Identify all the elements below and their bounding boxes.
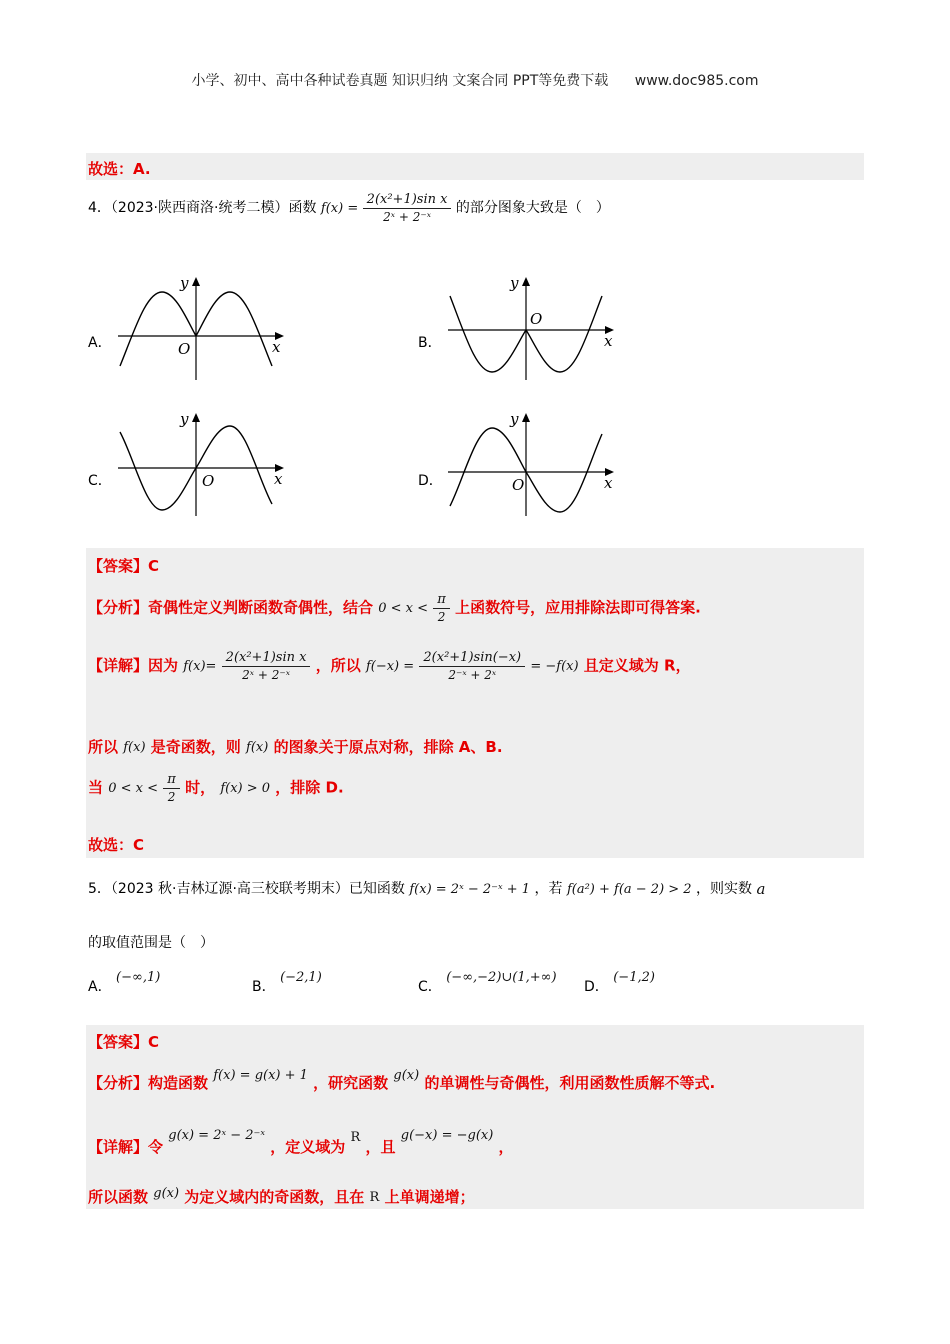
q5-solution-band (86, 1025, 864, 1209)
q5-option-a (88, 969, 161, 996)
header-url[interactable]: www.doc985.com (634, 73, 759, 89)
q5-line2-r: R (369, 1190, 380, 1205)
q4-line2-b: 是奇函数，则 (150, 738, 241, 756)
q4-detail-f2-frac (419, 650, 525, 682)
q4-line3-frac-num: π (163, 772, 180, 789)
q4-line3-ineq: f(x) > 0 (220, 780, 271, 796)
q4-line3-b: 时， (185, 778, 216, 797)
q4-detail-f1-frac (222, 650, 311, 682)
q4-tail: 的部分图象大致是（ ） (455, 200, 610, 216)
q4-detail-f2-den: 2⁻ˣ + 2ˣ (448, 668, 497, 682)
q4-analysis (88, 592, 701, 624)
q4-number: 4． (88, 200, 111, 216)
q4-c-x-label: x (274, 470, 283, 488)
q5-option-b-value: (−2,1) (280, 969, 322, 985)
prev-answer: 故选：A. (88, 160, 151, 178)
q4-b-origin-label: O (530, 310, 543, 328)
q4-option-a-label: A． (88, 335, 112, 351)
q5-detail-mid2: ，且 (365, 1138, 396, 1156)
q4-a-x-label: x (272, 338, 281, 356)
q5-option-b-label: B． (252, 979, 276, 995)
q4-answer: 【答案】C (88, 557, 160, 575)
q5-analysis (88, 1068, 716, 1093)
q4-func-num: 2(x²+1)sin x (363, 192, 452, 209)
q5-detail-post: ， (498, 1138, 514, 1156)
q4-d-x-label: x (604, 474, 613, 492)
q4-line3-a: 当 (88, 778, 104, 797)
q5-option-c-label: C． (418, 979, 442, 995)
q4-detail-f1-den: 2ˣ + 2⁻ˣ (242, 668, 290, 682)
q4-a-y-label: y (180, 274, 189, 292)
q4-detail-post: 且定义域为 R， (583, 656, 691, 675)
q4-c-y-label: y (180, 410, 189, 428)
q4-option-b-graph (442, 272, 622, 384)
q5-option-d (584, 969, 655, 996)
q4-analysis-pre: 【分析】奇偶性定义判断函数奇偶性，结合 (88, 598, 374, 617)
q5-detail-r: R (350, 1130, 361, 1145)
q5-detail (88, 1128, 514, 1157)
q4-analysis-post: 上函数符号，应用排除法即可得答案. (455, 598, 701, 617)
q5-func: f(x) = 2ˣ − 2⁻ˣ + 1 (409, 881, 531, 897)
q4-detail-mid: ，所以 (315, 656, 361, 675)
q5-mid: ，若 (534, 881, 563, 897)
q5-option-b (252, 969, 322, 996)
q5-option-d-value: (−1,2) (613, 969, 655, 985)
q5-analysis-post: 的单调性与奇偶性，利用函数性质解不等式. (424, 1074, 716, 1092)
q5-detail-g: g(x) = 2ˣ − 2⁻ˣ (168, 1128, 265, 1143)
q5-option-a-value: (−∞,1) (116, 969, 161, 985)
q4-analysis-frac-den: 2 (437, 610, 446, 624)
q5-source: （2023 秋·吉林辽源·高三校联考期末）已知函数 (110, 881, 405, 897)
q4-option-b-label: B． (418, 335, 442, 351)
q4-source: （2023·陕西商洛·统考二模）函数 (110, 200, 317, 216)
q4-b-x-label: x (604, 332, 613, 350)
q4-detail-f1-lhs: f(x)= (183, 658, 217, 674)
q4-func-den: 2ˣ + 2⁻ˣ (383, 210, 431, 224)
q5-number: 5． (88, 881, 111, 897)
q5-analysis-f: f(x) = g(x) + 1 (213, 1068, 308, 1083)
q4-func-lhs: f(x) = (320, 200, 359, 216)
q5-line2-b: 为定义域内的奇函数，且在 (184, 1188, 365, 1206)
q5-option-c (418, 969, 557, 996)
q4-analysis-frac-num: π (433, 592, 450, 609)
q4-option-a-graph (112, 272, 292, 384)
q4-final: 故选：C (88, 836, 145, 854)
q4-line3-c: ，排除 D. (275, 778, 344, 797)
q5-stem (88, 878, 765, 898)
q5-option-c-value: (−∞,−2)∪(1,+∞) (446, 969, 557, 985)
q4-detail-f2-rhs: = −f(x) (530, 658, 579, 674)
q4-b-y-label: y (510, 274, 519, 292)
q5-detail-mid: ，定义域为 (270, 1138, 346, 1156)
q4-line2-f: f(x) (123, 740, 146, 755)
page-header (0, 70, 950, 90)
q5-analysis-mid: ，研究函数 (313, 1074, 389, 1092)
q5-line2-c: 上单调递增； (384, 1188, 475, 1206)
q4-line2-c: 的图象关于原点对称，排除 A、B. (273, 738, 503, 756)
q4-option-d-label: D． (418, 473, 443, 489)
q4-option-c-graph (112, 408, 292, 520)
q5-var: a (756, 880, 766, 898)
q5-line2-a: 所以函数 (88, 1188, 149, 1206)
prev-answer-band (86, 153, 864, 180)
q4-line3-frac (163, 772, 180, 804)
q4-line2-f2: f(x) (246, 740, 269, 755)
q4-detail-pre: 【详解】因为 (88, 656, 179, 675)
q4-d-y-label: y (510, 410, 519, 428)
header-text: 小学、初中、高中各种试卷真题 知识归纳 文案合同 PPT等免费下载 (191, 73, 609, 89)
q4-line3-frac-den: 2 (167, 790, 176, 804)
q5-analysis-pre: 【分析】构造函数 (88, 1074, 209, 1092)
q4-detail-f1-num: 2(x²+1)sin x (222, 650, 311, 667)
q5-option-a-label: A． (88, 979, 112, 995)
q4-stem (88, 192, 610, 224)
q4-a-origin-label: O (178, 340, 191, 358)
q5-answer: 【答案】C (88, 1033, 160, 1051)
q4-func-frac (363, 192, 452, 224)
q4-line2-a: 所以 (88, 738, 119, 756)
q4-detail-line3 (88, 772, 344, 804)
q4-detail-f2-lhs: f(−x) = (365, 658, 415, 674)
q4-detail-f2-num: 2(x²+1)sin(−x) (419, 650, 525, 667)
q4-analysis-frac (433, 592, 450, 624)
q4-option-c-label: C． (88, 473, 112, 489)
q4-c-origin-label: O (202, 472, 215, 490)
q5-line2-g: g(x) (153, 1186, 180, 1201)
q4-line3-cond: 0 < x < (108, 780, 159, 796)
q4-option-d-graph (442, 408, 622, 520)
q5-detail-odd: g(−x) = −g(x) (400, 1128, 494, 1143)
q4-detail-line2 (88, 736, 503, 757)
q4-analysis-cond: 0 < x < (378, 600, 429, 616)
q5-cond: f(a²) + f(a − 2) > 2 (566, 881, 692, 897)
q5-detail-line2 (88, 1186, 475, 1207)
q4-d-origin-label: O (512, 476, 525, 494)
q5-option-d-label: D． (584, 979, 609, 995)
q5-tail: ，则实数 (696, 881, 753, 897)
q4-detail (88, 650, 691, 682)
q5-stem-line2: 的取值范围是（ ） (88, 935, 214, 951)
q5-detail-pre: 【详解】令 (88, 1138, 164, 1156)
q5-analysis-g: g(x) (393, 1068, 420, 1083)
